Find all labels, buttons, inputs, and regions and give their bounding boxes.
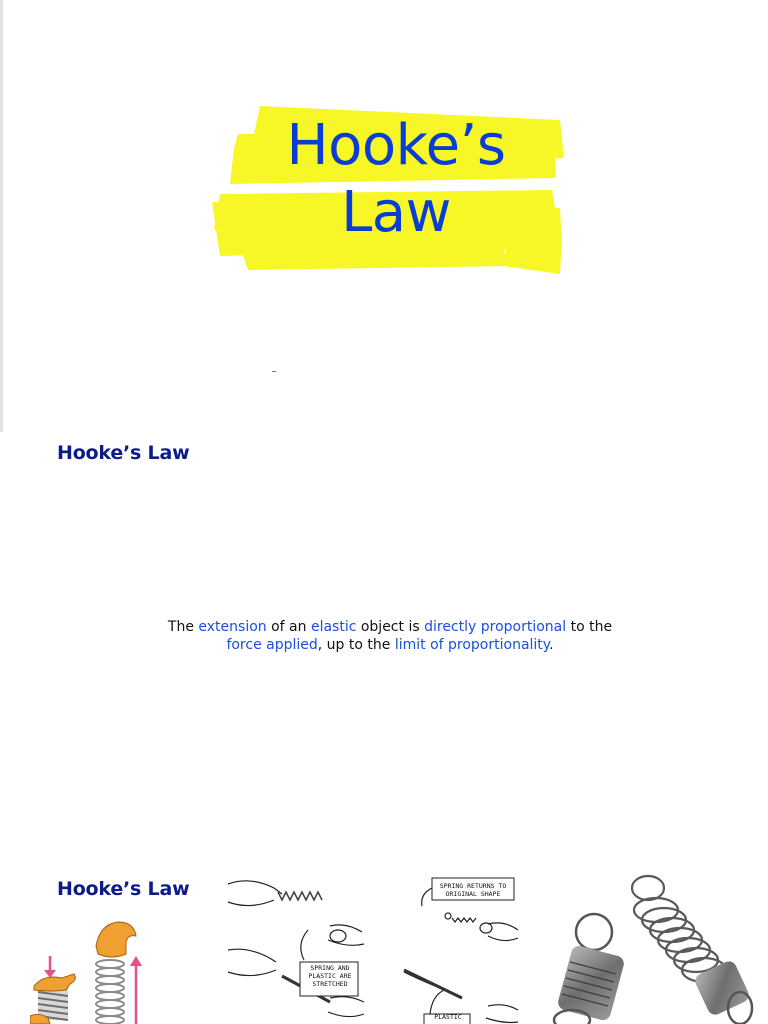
definition-text: object is	[356, 619, 425, 635]
definition-text: of an	[266, 619, 311, 635]
hands-spring-illustration	[30, 920, 148, 1024]
returned-diagram	[400, 876, 522, 1024]
term-force-applied: force applied	[226, 637, 318, 653]
decorative-mark	[272, 371, 276, 372]
slide-heading: Hooke’s Law	[57, 878, 190, 900]
metal-springs-illustration	[550, 870, 760, 1024]
definition-text: The	[167, 619, 199, 635]
slide-title	[200, 112, 592, 246]
title-line-1: Hooke’s	[286, 113, 506, 178]
stretched-diagram	[222, 872, 370, 1024]
hookes-law-definition	[150, 618, 630, 654]
title-slide	[0, 0, 768, 432]
term-extension: extension	[198, 619, 267, 635]
slide-edge	[0, 0, 3, 432]
slide-heading: Hooke’s Law	[57, 442, 190, 464]
definition-text: , up to the	[317, 637, 395, 653]
title-line-2: Law	[341, 180, 451, 246]
definition-text: to the	[566, 619, 613, 635]
term-directly-proportional: directly proportional	[424, 619, 567, 635]
term-limit-of-proportionality: limit of proportionality	[394, 637, 550, 653]
definition-text: .	[549, 637, 554, 653]
term-elastic: elastic	[310, 619, 357, 635]
definition-slide	[0, 432, 768, 858]
illustration-slide	[0, 858, 768, 1024]
stretched-label: SPRING AND PLASTIC ARE STRETCHED	[308, 964, 352, 988]
plastic-label: PLASTIC	[434, 1013, 462, 1021]
returned-label: SPRING RETURNS TO ORIGINAL SHAPE	[439, 882, 507, 898]
